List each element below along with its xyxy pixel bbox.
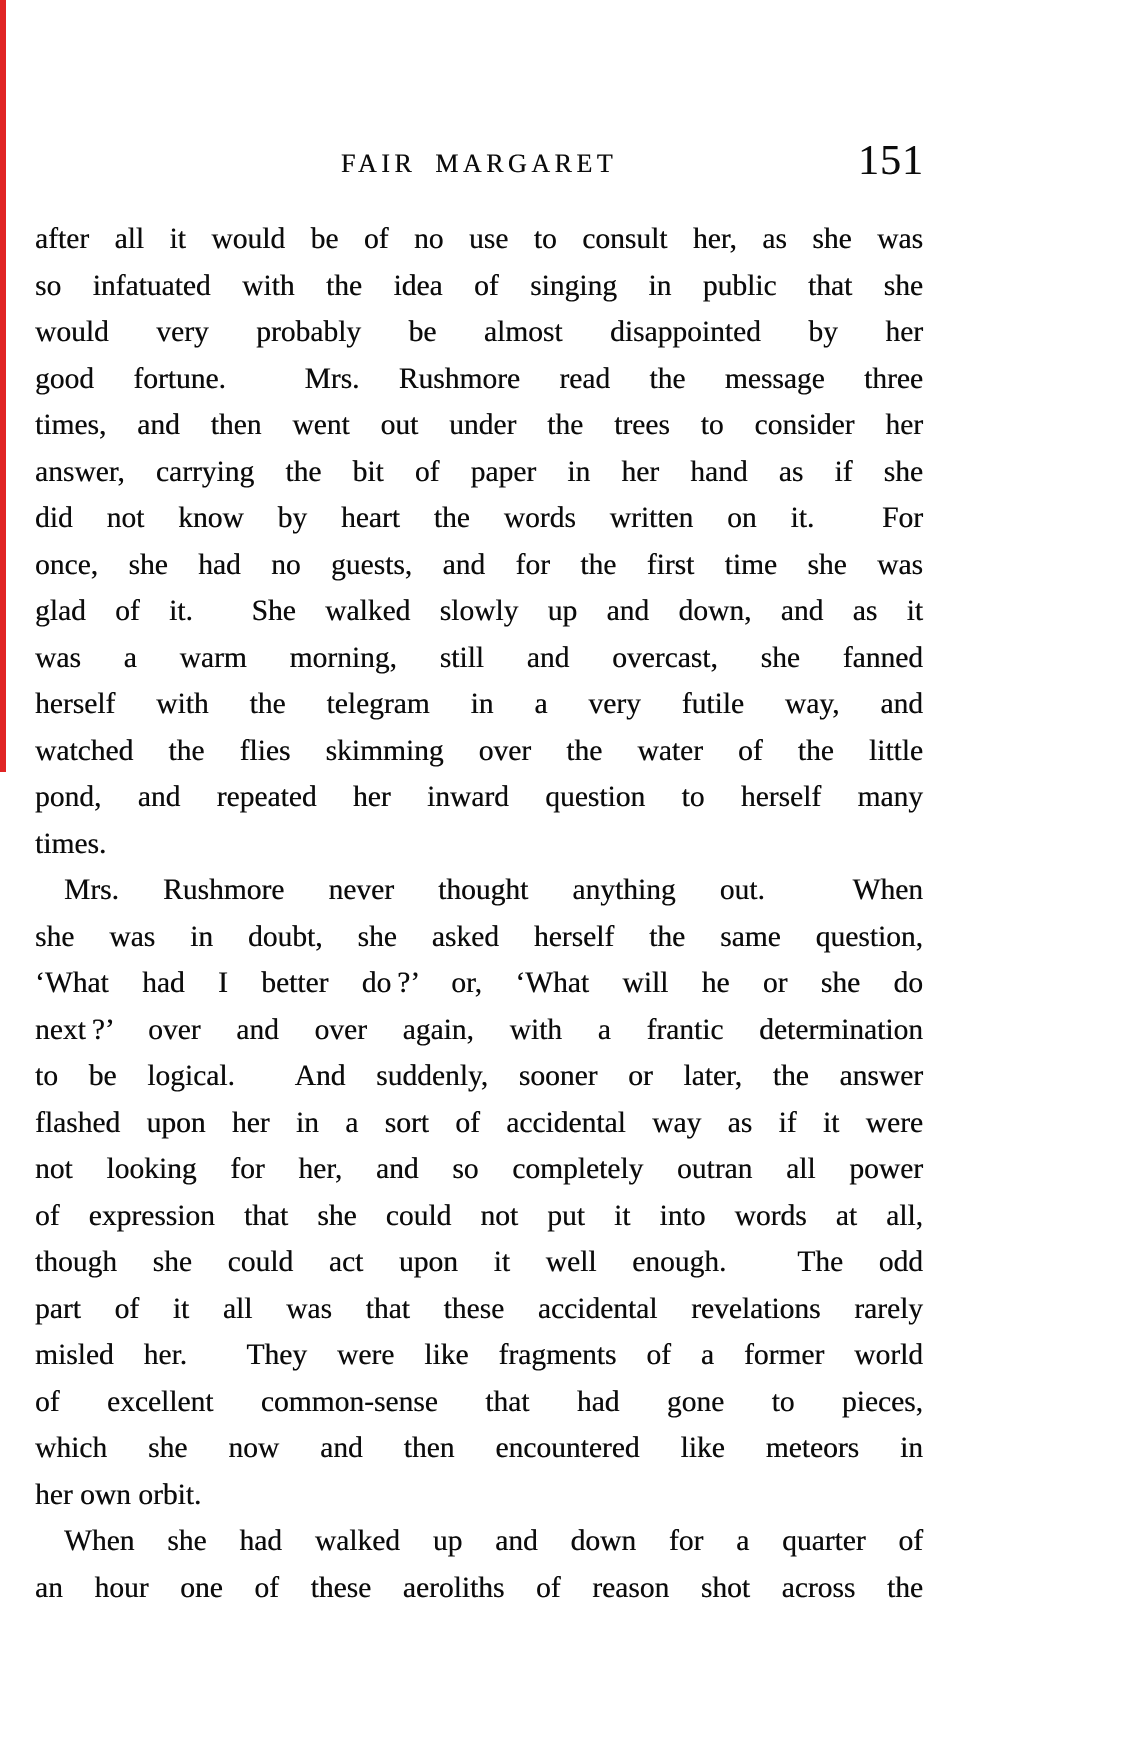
text-line: which she now and then encountered like meteors in (35, 1432, 923, 1464)
text-line: not looking for her, and so completely outran all power (35, 1153, 923, 1185)
text-line: part of it all was that these accidental revelations rarely (35, 1292, 923, 1325)
text-line: would very probably be almost disappointed by her (35, 316, 923, 348)
text-line: so infatuated with the idea of singing in public that she (35, 269, 923, 302)
text-line: though she could act upon it well enough. The odd (35, 1246, 923, 1278)
page-number: 151 (858, 138, 924, 184)
text-line: did not know by heart the words written on it. For (35, 502, 923, 534)
text-line: flashed upon her in a sort of accidental way as if it were (35, 1106, 923, 1139)
text-line: her own orbit. (35, 1478, 202, 1511)
text-line: of expression that she could not put it into words at all, (35, 1199, 923, 1232)
text-line: glad of it. She walked slowly up and down, and as it (35, 595, 923, 627)
page-text (35, 216, 923, 1611)
text-line: was a warm morning, still and overcast, she fanned (35, 641, 923, 674)
text-line: after all it would be of no use to consult her, as she was (35, 223, 923, 255)
text-line: next ?’ over and over again, with a frantic determination (35, 1013, 923, 1046)
text-line: herself with the telegram in a very futile way, and (35, 688, 923, 720)
text-line: good fortune. Mrs. Rushmore read the message three (35, 362, 923, 395)
text-line: she was in doubt, she asked herself the same question, (35, 920, 923, 953)
text-line: answer, carrying the bit of paper in her hand as if she (35, 455, 923, 488)
text-line: Mrs. Rushmore never thought anything out. When (64, 874, 923, 906)
text-line: times. (35, 827, 107, 860)
text-line: to be logical. And suddenly, sooner or later, the answer (35, 1060, 923, 1092)
text-line: pond, and repeated her inward question to herself many (35, 781, 923, 813)
text-line: of excellent common-sense that had gone to pieces, (35, 1385, 923, 1418)
text-line: once, she had no guests, and for the first time she was (35, 548, 923, 581)
running-header-title: FAIR MARGARET (340, 149, 618, 178)
text-line: times, and then went out under the trees to consider her (35, 409, 923, 441)
text-line: When she had walked up and down for a quarter of (64, 1525, 923, 1557)
text-line: an hour one of these aeroliths of reason shot across the (35, 1571, 923, 1604)
text-line: ‘What had I better do ?’ or, ‘What will he or she do (35, 967, 923, 999)
text-line: watched the flies skimming over the water of the little (35, 734, 923, 767)
scan-edge-marker (0, 0, 6, 772)
text-line: misled her. They were like fragments of a former world (35, 1339, 923, 1371)
